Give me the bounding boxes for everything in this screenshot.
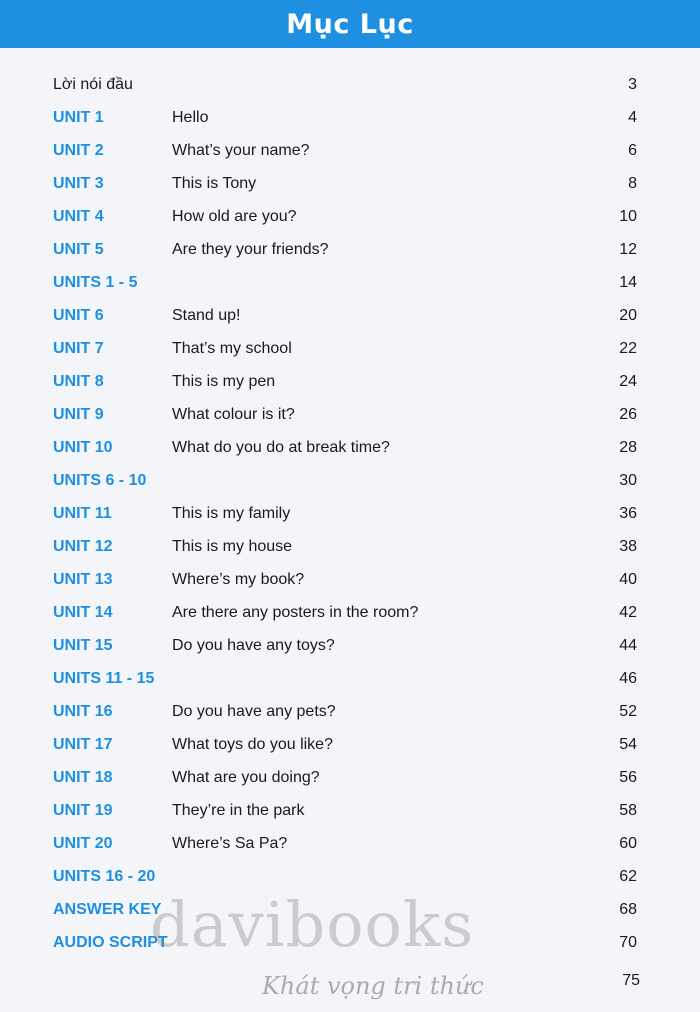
unit-title: Where’s my book?: [172, 570, 305, 588]
unit-label: UNIT 15: [53, 636, 113, 654]
toc-row: [0, 794, 700, 827]
toc-row: [0, 299, 700, 332]
toc-row: [0, 101, 700, 134]
page-number: 30: [619, 471, 637, 489]
page-number: 8: [628, 174, 637, 192]
page-number: 56: [619, 768, 637, 786]
unit-title: What toys do you like?: [172, 735, 333, 753]
page-number: 68: [619, 900, 637, 918]
page-number: 22: [619, 339, 637, 357]
page-number: 54: [619, 735, 637, 753]
unit-label: UNIT 7: [53, 339, 104, 357]
unit-label: UNIT 16: [53, 702, 113, 720]
page-number: 28: [619, 438, 637, 456]
toc-intro-row: [0, 68, 700, 101]
unit-title: What colour is it?: [172, 405, 295, 423]
page-number: 38: [619, 537, 637, 555]
toc-row: [0, 827, 700, 860]
page-number: 62: [619, 867, 637, 885]
unit-label: UNIT 8: [53, 372, 104, 390]
toc-row: [0, 761, 700, 794]
unit-label: UNIT 6: [53, 306, 104, 324]
unit-title: Do you have any toys?: [172, 636, 335, 654]
toc-row: [0, 332, 700, 365]
table-of-contents: [0, 68, 700, 959]
watermark-brand: davibooks: [150, 888, 475, 961]
unit-label: UNIT 11: [53, 504, 112, 522]
page-number: 36: [619, 504, 637, 522]
unit-label: UNIT 4: [53, 207, 104, 225]
unit-title: This is my house: [172, 537, 293, 555]
page-number: 20: [619, 306, 637, 324]
page-number: 42: [619, 603, 637, 621]
unit-label: UNIT 14: [53, 603, 113, 621]
unit-title: Stand up!: [172, 306, 241, 324]
unit-label: UNIT 2: [53, 141, 104, 159]
unit-label: UNIT 20: [53, 834, 113, 852]
page-number: 58: [619, 801, 637, 819]
toc-row: [0, 695, 700, 728]
page-number: 6: [628, 141, 637, 159]
page-number: 70: [619, 933, 637, 951]
toc-row: [0, 596, 700, 629]
page-number: 26: [619, 405, 637, 423]
watermark-slogan: Khát vọng tri thức: [262, 972, 484, 1000]
toc-row: [0, 233, 700, 266]
unit-label: UNITS 16 - 20: [53, 867, 156, 885]
page-number: 44: [619, 636, 637, 654]
unit-label: UNITS 6 - 10: [53, 471, 147, 489]
page-number: 52: [619, 702, 637, 720]
unit-title: This is my pen: [172, 372, 276, 390]
page-title: Mục Lục: [286, 8, 414, 40]
unit-label: UNIT 3: [53, 174, 104, 192]
unit-title: How old are you?: [172, 207, 297, 225]
toc-row: [0, 464, 700, 497]
toc-row: [0, 530, 700, 563]
last-page-number: 75: [622, 972, 640, 989]
unit-title: This is my family: [172, 504, 291, 522]
page-number: 12: [619, 240, 637, 258]
toc-row: [0, 398, 700, 431]
page-number: 46: [619, 669, 637, 687]
page-number: 24: [619, 372, 637, 390]
unit-title: What do you do at break time?: [172, 438, 390, 456]
unit-title: They’re in the park: [172, 801, 305, 819]
unit-title: What’s your name?: [172, 141, 310, 159]
unit-label: UNIT 19: [53, 801, 113, 819]
unit-label: ANSWER KEY: [53, 900, 162, 918]
unit-label: UNITS 11 - 15: [53, 669, 155, 687]
page-number: 40: [619, 570, 637, 588]
toc-row: [0, 365, 700, 398]
toc-row: [0, 563, 700, 596]
intro-label: Lời nói đầu: [53, 75, 133, 93]
page-number: 4: [628, 108, 637, 126]
unit-label: UNIT 10: [53, 438, 113, 456]
unit-title: Do you have any pets?: [172, 702, 336, 720]
toc-row: [0, 266, 700, 299]
toc-row: [0, 134, 700, 167]
unit-title: What are you doing?: [172, 768, 320, 786]
page-number: 14: [619, 273, 637, 291]
unit-label: UNIT 12: [53, 537, 113, 555]
header-bar: [0, 0, 700, 48]
toc-row: [0, 497, 700, 530]
toc-entries: [0, 101, 700, 959]
unit-title: That’s my school: [172, 339, 292, 357]
unit-title: Are they your friends?: [172, 240, 329, 258]
unit-label: UNIT 13: [53, 570, 113, 588]
toc-row: [0, 662, 700, 695]
unit-label: AUDIO SCRIPT: [53, 933, 168, 951]
unit-label: UNITS 1 - 5: [53, 273, 138, 291]
toc-row: [0, 167, 700, 200]
unit-label: UNIT 9: [53, 405, 104, 423]
unit-label: UNIT 5: [53, 240, 104, 258]
unit-title: Where’s Sa Pa?: [172, 834, 288, 852]
toc-row: [0, 200, 700, 233]
unit-label: UNIT 18: [53, 768, 113, 786]
unit-label: UNIT 1: [53, 108, 104, 126]
unit-title: Are there any posters in the room?: [172, 603, 419, 621]
unit-label: UNIT 17: [53, 735, 113, 753]
page-number: 10: [619, 207, 637, 225]
toc-row: [0, 431, 700, 464]
page-number: 60: [619, 834, 637, 852]
intro-page: 3: [628, 75, 637, 93]
toc-row: [0, 728, 700, 761]
toc-row: [0, 629, 700, 662]
unit-title: This is Tony: [172, 174, 257, 192]
unit-title: Hello: [172, 108, 209, 126]
